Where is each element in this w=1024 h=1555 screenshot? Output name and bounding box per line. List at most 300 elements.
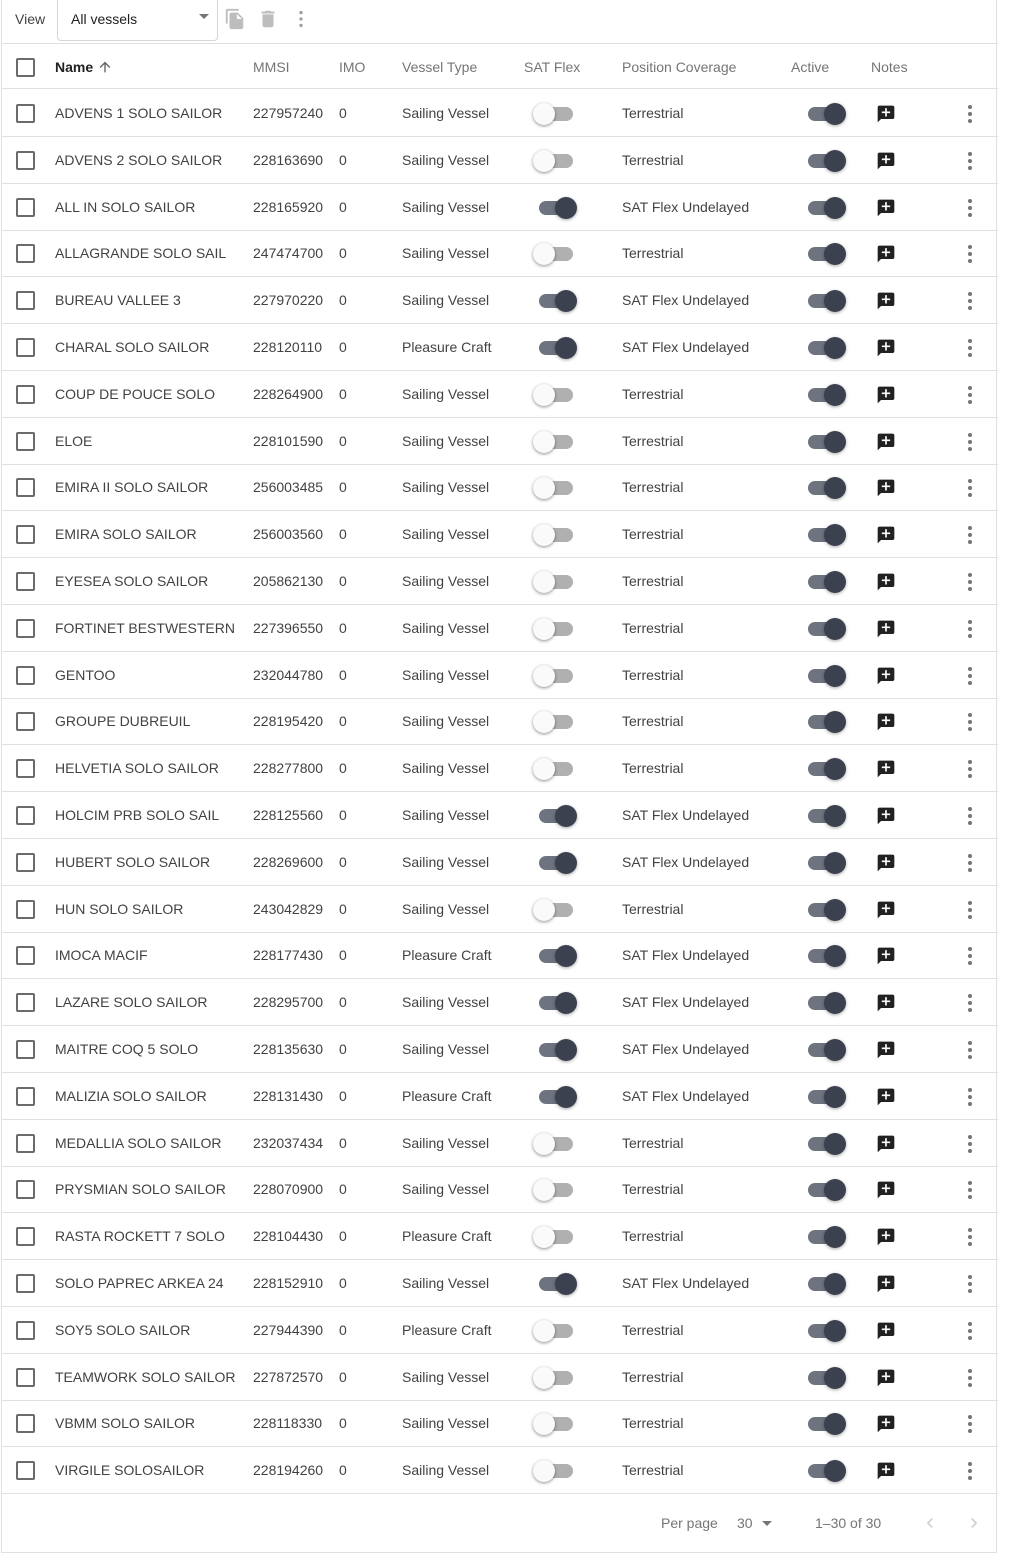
active-toggle[interactable] — [802, 431, 846, 453]
position-coverage: Terrestrial — [622, 526, 684, 543]
delete-icon[interactable] — [257, 8, 279, 30]
active-toggle[interactable] — [802, 243, 846, 265]
row-checkbox[interactable] — [16, 806, 35, 825]
position-coverage: Terrestrial — [622, 1134, 684, 1151]
add-note-icon[interactable] — [876, 1414, 896, 1434]
more-vert-icon[interactable] — [964, 1040, 976, 1060]
vessel-name: PRYSMIAN SOLO SAILOR — [55, 1181, 226, 1198]
add-note-icon[interactable] — [876, 244, 896, 264]
per-page-label: Per page — [661, 1515, 718, 1531]
column-header-mmsi[interactable]: MMSI — [253, 59, 290, 75]
active-toggle[interactable] — [802, 1086, 846, 1108]
more-vert-icon[interactable] — [964, 666, 976, 686]
more-vert-icon[interactable] — [964, 806, 976, 826]
active-toggle-thumb — [824, 711, 846, 733]
row-checkbox[interactable] — [16, 853, 35, 872]
active-toggle[interactable] — [802, 524, 846, 546]
table-row[interactable] — [2, 698, 998, 745]
dropdown-arrow-icon — [199, 14, 209, 19]
add-note-icon[interactable] — [876, 619, 896, 639]
vessel-imo: 0 — [339, 760, 347, 777]
chevron-left-icon[interactable] — [920, 1513, 940, 1533]
row-checkbox[interactable] — [16, 1414, 35, 1433]
sat-flex-toggle-thumb — [555, 1039, 577, 1061]
more-vert-icon[interactable] — [964, 198, 976, 218]
active-toggle-thumb — [824, 384, 846, 406]
sat-flex-toggle[interactable] — [533, 992, 577, 1014]
row-checkbox[interactable] — [16, 1227, 35, 1246]
more-vert-icon[interactable] — [964, 478, 976, 498]
add-note-icon[interactable] — [876, 1087, 896, 1107]
vessel-imo: 0 — [339, 666, 347, 683]
row-checkbox[interactable] — [16, 1040, 35, 1059]
table-row[interactable] — [2, 839, 998, 886]
vessel-imo: 0 — [339, 479, 347, 496]
more-vert-icon[interactable] — [964, 712, 976, 732]
position-coverage: SAT Flex Undelayed — [622, 198, 750, 215]
more-vert-icon[interactable] — [964, 946, 976, 966]
sat-flex-toggle[interactable] — [533, 758, 577, 780]
vessel-name: HUN SOLO SAILOR — [55, 900, 184, 917]
table-row[interactable] — [2, 792, 998, 839]
active-toggle[interactable] — [802, 1273, 846, 1295]
active-toggle[interactable] — [802, 992, 846, 1014]
add-note-icon[interactable] — [876, 666, 896, 686]
column-header-active[interactable]: Active — [791, 59, 830, 75]
active-toggle[interactable] — [802, 852, 846, 874]
more-vert-icon[interactable] — [964, 1180, 976, 1200]
vessel-name: TEAMWORK SOLO SAILOR — [55, 1368, 236, 1385]
active-toggle[interactable] — [802, 618, 846, 640]
sat-flex-toggle-thumb — [533, 1320, 555, 1342]
row-checkbox[interactable] — [16, 291, 35, 310]
active-toggle[interactable] — [802, 665, 846, 687]
more-vert-icon[interactable] — [964, 1461, 976, 1481]
table-row[interactable] — [2, 1166, 998, 1213]
sat-flex-toggle-thumb — [555, 337, 577, 359]
more-vert-icon[interactable] — [964, 1414, 976, 1434]
vessel-imo: 0 — [339, 1134, 347, 1151]
vessel-type: Sailing Vessel — [402, 432, 490, 449]
active-toggle[interactable] — [802, 477, 846, 499]
vessel-type: Sailing Vessel — [402, 994, 490, 1011]
vessel-imo: 0 — [339, 1087, 347, 1104]
sat-flex-toggle[interactable] — [533, 618, 577, 640]
row-checkbox[interactable] — [16, 104, 35, 123]
sat-flex-toggle[interactable] — [533, 805, 577, 827]
sat-flex-toggle-thumb — [533, 150, 555, 172]
row-checkbox[interactable] — [16, 993, 35, 1012]
more-vert-icon[interactable] — [964, 572, 976, 592]
table-row[interactable] — [2, 371, 998, 418]
vessel-type: Sailing Vessel — [402, 292, 490, 309]
more-vert-icon[interactable] — [964, 900, 976, 920]
add-note-icon[interactable] — [876, 338, 896, 358]
row-checkbox[interactable] — [16, 946, 35, 965]
table-row[interactable] — [2, 605, 998, 652]
row-checkbox[interactable] — [16, 432, 35, 451]
active-toggle-thumb — [824, 1413, 846, 1435]
add-note-icon[interactable] — [876, 1321, 896, 1341]
sat-flex-toggle[interactable] — [533, 665, 577, 687]
position-coverage: Terrestrial — [622, 1228, 684, 1245]
active-toggle[interactable] — [802, 290, 846, 312]
add-note-icon[interactable] — [876, 993, 896, 1013]
active-toggle[interactable] — [802, 1460, 846, 1482]
sat-flex-toggle[interactable] — [533, 1273, 577, 1295]
sat-flex-toggle[interactable] — [533, 431, 577, 453]
row-checkbox[interactable] — [16, 1134, 35, 1153]
add-note-icon[interactable] — [876, 1040, 896, 1060]
table-row[interactable] — [2, 277, 998, 324]
vessel-mmsi: 227970220 — [253, 292, 324, 309]
vessel-type: Sailing Vessel — [402, 198, 490, 215]
vessel-imo: 0 — [339, 807, 347, 823]
vessel-type: Sailing Vessel — [402, 1041, 490, 1057]
position-coverage: SAT Flex Undelayed — [622, 994, 750, 1011]
active-toggle[interactable] — [802, 1039, 846, 1061]
more-vert-icon[interactable] — [964, 993, 976, 1013]
position-coverage: SAT Flex Undelayed — [622, 807, 750, 823]
table-row[interactable] — [2, 932, 998, 979]
more-vert-icon[interactable] — [964, 525, 976, 545]
more-vert-icon[interactable] — [964, 432, 976, 452]
sat-flex-toggle[interactable] — [533, 899, 577, 921]
vessel-table-panel — [1, 0, 997, 1553]
active-toggle-thumb — [824, 1039, 846, 1061]
row-checkbox[interactable] — [16, 478, 35, 497]
row-checkbox[interactable] — [16, 525, 35, 544]
add-note-icon[interactable] — [876, 759, 896, 779]
sat-flex-toggle[interactable] — [533, 290, 577, 312]
table-row[interactable] — [2, 1073, 998, 1120]
active-toggle-thumb — [824, 150, 846, 172]
row-checkbox[interactable] — [16, 712, 35, 731]
vessel-type: Sailing Vessel — [402, 1134, 490, 1151]
more-vert-icon[interactable] — [964, 1368, 976, 1388]
sat-flex-toggle[interactable] — [533, 711, 577, 733]
vessel-type: Pleasure Craft — [402, 339, 492, 355]
more-vert-icon[interactable] — [964, 244, 976, 264]
active-toggle[interactable] — [802, 758, 846, 780]
sat-flex-toggle[interactable] — [533, 1226, 577, 1248]
add-note-icon[interactable] — [876, 198, 896, 218]
add-note-icon[interactable] — [876, 712, 896, 732]
sat-flex-toggle-thumb — [533, 1460, 555, 1482]
vessel-name: HOLCIM PRB SOLO SAIL — [55, 807, 220, 823]
row-checkbox[interactable] — [16, 1087, 35, 1106]
row-checkbox[interactable] — [16, 666, 35, 685]
table-row[interactable] — [2, 230, 998, 277]
vessel-mmsi: 228125560 — [253, 807, 324, 823]
position-coverage: Terrestrial — [622, 105, 684, 121]
sat-flex-toggle[interactable] — [533, 197, 577, 219]
sat-flex-toggle[interactable] — [533, 477, 577, 499]
active-toggle[interactable] — [802, 1133, 846, 1155]
add-note-icon[interactable] — [876, 1227, 896, 1247]
table-row[interactable] — [2, 1354, 998, 1401]
active-toggle[interactable] — [802, 337, 846, 359]
add-note-icon[interactable] — [876, 853, 896, 873]
vessel-imo: 0 — [339, 1181, 347, 1198]
vessel-mmsi: 243042829 — [253, 900, 324, 917]
chevron-right-icon[interactable] — [964, 1513, 984, 1533]
row-checkbox[interactable] — [16, 338, 35, 357]
vessel-imo: 0 — [339, 245, 347, 262]
vessel-type: Sailing Vessel — [402, 666, 490, 683]
position-coverage: SAT Flex Undelayed — [622, 853, 750, 870]
per-page-select[interactable]: 30 — [737, 1515, 753, 1531]
vessel-imo: 0 — [339, 292, 347, 309]
table-row[interactable] — [2, 511, 998, 558]
sat-flex-toggle[interactable] — [533, 1086, 577, 1108]
active-toggle[interactable] — [802, 899, 846, 921]
vessel-type: Pleasure Craft — [402, 1228, 492, 1245]
add-note-icon[interactable] — [876, 291, 896, 311]
view-label: View — [15, 11, 46, 27]
more-vert-icon[interactable] — [964, 1274, 976, 1294]
sat-flex-toggle-thumb — [533, 384, 555, 406]
column-header-notes[interactable]: Notes — [871, 59, 908, 75]
row-checkbox[interactable] — [16, 759, 35, 778]
vessel-imo: 0 — [339, 105, 347, 121]
table-row[interactable] — [2, 745, 998, 792]
sat-flex-toggle[interactable] — [533, 945, 577, 967]
sat-flex-toggle[interactable] — [533, 150, 577, 172]
sat-flex-toggle[interactable] — [533, 103, 577, 125]
vessel-type: Sailing Vessel — [402, 1368, 490, 1385]
position-coverage: Terrestrial — [622, 573, 684, 589]
sat-flex-toggle[interactable] — [533, 1320, 577, 1342]
vessel-type: Sailing Vessel — [402, 245, 490, 262]
column-header-name[interactable] — [55, 59, 113, 75]
vessel-mmsi: 256003560 — [253, 526, 324, 543]
sat-flex-toggle[interactable] — [533, 1133, 577, 1155]
vessel-name: CHARAL SOLO SAILOR — [55, 339, 210, 355]
active-toggle-thumb — [824, 852, 846, 874]
sat-flex-toggle-thumb — [533, 899, 555, 921]
position-coverage: Terrestrial — [622, 1321, 684, 1338]
table-row[interactable] — [2, 1400, 998, 1447]
dropdown-arrow-icon[interactable] — [762, 1521, 772, 1526]
active-toggle[interactable] — [802, 1226, 846, 1248]
active-toggle[interactable] — [802, 150, 846, 172]
active-toggle[interactable] — [802, 384, 846, 406]
vessel-type: Sailing Vessel — [402, 151, 490, 168]
table-row[interactable] — [2, 137, 998, 184]
vessel-mmsi: 228195420 — [253, 713, 324, 730]
table-row[interactable] — [2, 558, 998, 605]
vessel-imo: 0 — [339, 526, 347, 543]
add-note-icon[interactable] — [876, 1274, 896, 1294]
position-coverage: Terrestrial — [622, 900, 684, 917]
table-row[interactable] — [2, 979, 998, 1026]
sat-flex-toggle[interactable] — [533, 1460, 577, 1482]
active-toggle-thumb — [824, 899, 846, 921]
active-toggle-thumb — [824, 1133, 846, 1155]
sat-flex-toggle[interactable] — [533, 524, 577, 546]
vessel-name: GROUPE DUBREUIL — [55, 713, 191, 730]
table-row[interactable] — [2, 1026, 998, 1073]
sat-flex-toggle[interactable] — [533, 1367, 577, 1389]
row-checkbox[interactable] — [16, 1368, 35, 1387]
more-vert-icon[interactable] — [964, 151, 976, 171]
row-checkbox[interactable] — [16, 900, 35, 919]
row-checkbox[interactable] — [16, 1461, 35, 1480]
sat-flex-toggle[interactable] — [533, 1039, 577, 1061]
add-note-icon[interactable] — [876, 1461, 896, 1481]
active-toggle-thumb — [824, 524, 846, 546]
vessel-imo: 0 — [339, 994, 347, 1011]
active-toggle[interactable] — [802, 1413, 846, 1435]
table-row[interactable] — [2, 464, 998, 511]
add-note-icon[interactable] — [876, 104, 896, 124]
row-checkbox[interactable] — [16, 385, 35, 404]
arrow-up-icon — [97, 59, 113, 75]
more-vert-icon[interactable] — [964, 104, 976, 124]
vessel-mmsi: 227396550 — [253, 619, 324, 636]
column-header-sat-flex[interactable]: SAT Flex — [524, 59, 581, 75]
active-toggle[interactable] — [802, 805, 846, 827]
vessel-mmsi: 227872570 — [253, 1368, 324, 1385]
sat-flex-toggle[interactable] — [533, 243, 577, 265]
sat-flex-toggle[interactable] — [533, 384, 577, 406]
table-row[interactable] — [2, 1260, 998, 1307]
row-checkbox[interactable] — [16, 1274, 35, 1293]
row-checkbox[interactable] — [16, 1180, 35, 1199]
active-toggle[interactable] — [802, 711, 846, 733]
row-checkbox[interactable] — [16, 619, 35, 638]
more-vert-icon[interactable] — [964, 385, 976, 405]
add-note-icon[interactable] — [876, 385, 896, 405]
sat-flex-toggle-thumb — [555, 1086, 577, 1108]
vessel-name: SOY5 SOLO SAILOR — [55, 1321, 191, 1338]
column-header-imo[interactable]: IMO — [339, 59, 366, 75]
vessel-imo: 0 — [339, 198, 347, 215]
vessel-type: Sailing Vessel — [402, 1275, 490, 1291]
active-toggle[interactable] — [802, 571, 846, 593]
view-select[interactable] — [57, 0, 218, 41]
sat-flex-toggle[interactable] — [533, 1179, 577, 1201]
active-toggle-thumb — [824, 618, 846, 640]
vessel-mmsi: 232037434 — [253, 1134, 324, 1151]
active-toggle-thumb — [824, 243, 846, 265]
table-row[interactable] — [2, 418, 998, 465]
vessel-imo: 0 — [339, 385, 347, 402]
row-checkbox[interactable] — [16, 572, 35, 591]
vessel-type: Sailing Vessel — [402, 479, 490, 496]
add-note-icon[interactable] — [876, 1180, 896, 1200]
sat-flex-toggle-thumb — [555, 197, 577, 219]
position-coverage: Terrestrial — [622, 619, 684, 636]
more-vert-icon[interactable] — [964, 1321, 976, 1341]
column-header-position-coverage[interactable]: Position Coverage — [622, 59, 737, 75]
vessel-type: Pleasure Craft — [402, 947, 492, 964]
add-note-icon[interactable] — [876, 478, 896, 498]
sat-flex-toggle[interactable] — [533, 337, 577, 359]
vessel-name: COUP DE POUCE SOLO — [55, 385, 216, 402]
table-row[interactable] — [2, 1447, 998, 1494]
vessel-name: ADVENS 1 SOLO SAILOR — [55, 105, 223, 121]
active-toggle[interactable] — [802, 945, 846, 967]
more-vert-icon[interactable] — [964, 853, 976, 873]
more-vert-icon[interactable] — [964, 338, 976, 358]
more-vert-icon[interactable] — [964, 291, 976, 311]
sat-flex-toggle[interactable] — [533, 571, 577, 593]
more-vert-icon[interactable] — [964, 1227, 976, 1247]
row-checkbox[interactable] — [16, 198, 35, 217]
active-toggle[interactable] — [802, 1367, 846, 1389]
pagination-range: 1–30 of 30 — [815, 1515, 882, 1531]
vessel-imo: 0 — [339, 1462, 347, 1479]
position-coverage: Terrestrial — [622, 1415, 684, 1432]
active-toggle[interactable] — [802, 197, 846, 219]
vessel-imo: 0 — [339, 151, 347, 168]
add-note-icon[interactable] — [876, 900, 896, 920]
add-note-icon[interactable] — [876, 572, 896, 592]
active-toggle-thumb — [824, 477, 846, 499]
column-header-vessel-type[interactable]: Vessel Type — [402, 59, 478, 75]
more-vert-icon[interactable] — [964, 1134, 976, 1154]
table-row[interactable] — [2, 652, 998, 699]
vessel-name: MALIZIA SOLO SAILOR — [55, 1087, 207, 1104]
add-note-icon[interactable] — [876, 432, 896, 452]
active-toggle[interactable] — [802, 1179, 846, 1201]
vessel-type: Sailing Vessel — [402, 1462, 490, 1479]
active-toggle-thumb — [824, 571, 846, 593]
add-note-icon[interactable] — [876, 946, 896, 966]
more-vert-icon[interactable] — [964, 619, 976, 639]
vessel-name: RASTA ROCKETT 7 SOLO — [55, 1228, 225, 1245]
row-checkbox[interactable] — [16, 151, 35, 170]
vessel-mmsi: 232044780 — [253, 666, 324, 683]
copy-icon[interactable] — [224, 8, 246, 30]
select-all-checkbox[interactable] — [16, 58, 35, 77]
sat-flex-toggle[interactable] — [533, 1413, 577, 1435]
table-row[interactable] — [2, 1120, 998, 1167]
add-note-icon[interactable] — [876, 151, 896, 171]
table-row[interactable] — [2, 1307, 998, 1354]
more-vert-icon[interactable] — [964, 759, 976, 779]
active-toggle[interactable] — [802, 1320, 846, 1342]
table-row[interactable] — [2, 184, 998, 231]
add-note-icon[interactable] — [876, 525, 896, 545]
sat-flex-toggle-thumb — [555, 290, 577, 312]
vessel-mmsi: 247474700 — [253, 245, 324, 262]
more-vert-icon[interactable] — [290, 8, 312, 30]
row-checkbox[interactable] — [16, 1321, 35, 1340]
add-note-icon[interactable] — [876, 1134, 896, 1154]
sat-flex-toggle[interactable] — [533, 852, 577, 874]
more-vert-icon[interactable] — [964, 1087, 976, 1107]
table-row[interactable] — [2, 90, 998, 137]
table-row[interactable] — [2, 324, 998, 371]
table-row[interactable] — [2, 1213, 998, 1260]
vessel-type: Sailing Vessel — [402, 1415, 490, 1432]
vessel-name: MAITRE COQ 5 SOLO — [55, 1041, 199, 1057]
table-header — [2, 45, 998, 89]
vessel-mmsi: 256003485 — [253, 479, 324, 496]
table-row[interactable] — [2, 886, 998, 933]
row-checkbox[interactable] — [16, 244, 35, 263]
add-note-icon[interactable] — [876, 806, 896, 826]
vessel-name: SOLO PAPREC ARKEA 24 — [55, 1275, 224, 1291]
active-toggle[interactable] — [802, 103, 846, 125]
position-coverage: Terrestrial — [622, 713, 684, 730]
active-toggle-thumb — [824, 805, 846, 827]
add-note-icon[interactable] — [876, 1368, 896, 1388]
vessel-type: Pleasure Craft — [402, 1321, 492, 1338]
